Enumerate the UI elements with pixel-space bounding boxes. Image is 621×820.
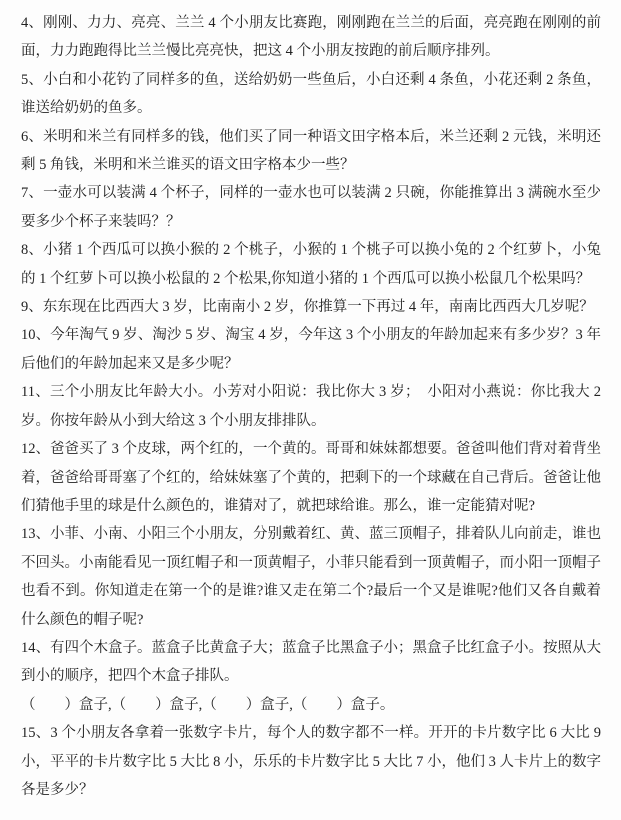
problem-text: 有四个木盒子。蓝盒子比黄盒子大；蓝盒子比黑盒子小；黑盒子比红盒子小。按照从大到小的顺序，把四个木盒子排队。 [21, 639, 601, 685]
problem-5 [21, 66, 601, 123]
problem-7 [21, 179, 601, 236]
problem-number: 8、 [21, 242, 44, 259]
problem-number: 6、 [21, 128, 44, 145]
problem-text: 小猪 1 个西瓜可以换小猴的 2 个桃子，小猴的 1 个桃子可以换小兔的 2 个红萝卜，小兔的 1 个红萝卜可以换小松鼠的 2 个松果,你知道小猪的 1 个西瓜可以换小松鼠几个松果吗？ [21, 242, 602, 287]
problem-15 [21, 719, 601, 804]
problem-8 [21, 236, 601, 293]
problem-text: 爸爸买了 3 个皮球，两个红的，一个黄的。哥哥和妹妹都想要。爸爸叫他们背对着背坐着，爸爸给哥哥塞了个红的，给妹妹塞了个黄的，把剩下的一个球藏在自己背后。爸爸让他们猜他手里的球是什么颜色的，谁猜对了，就把球给谁。那么，谁一定能猜对呢? [21, 441, 601, 514]
problem-10 [21, 321, 601, 378]
problem-13 [21, 520, 601, 634]
problem-14 [21, 634, 601, 691]
problem-text: 米明和米兰有同样多的钱，他们买了同一种语文田字格本后，米兰还剩 2 元钱，米明还剩 5 角钱，米明和米兰谁买的语文田字格本少一些？ [21, 128, 602, 174]
problem-number: 11、 [21, 384, 51, 401]
problem-number: 9、 [21, 299, 43, 316]
problem-number: 12、 [21, 441, 50, 458]
problem-text: 小菲、小南、小阳三个小朋友，分别戴着红、黄、蓝三顶帽子，排着队儿向前走，谁也不回头。小南能看见一顶红帽子和一顶黄帽子，小菲只能看到一顶黄帽子，而小阳一顶帽子也看不到。你知道走在第一个的是谁?谁又走在第二个?最后一个又是谁呢?他们又各自戴着什么颜色的帽子呢? [21, 526, 601, 628]
problem-number: 13、 [21, 526, 50, 543]
problem-number: 10、 [21, 327, 51, 344]
problem-number: 14、 [21, 639, 50, 656]
problem-number: 15、 [21, 725, 51, 742]
answer-blanks-line: （ ）盒子,（ ）盒子,（ ）盒子,（ ）盒子。 [21, 696, 395, 713]
problem-4 [21, 9, 601, 66]
problem-11 [21, 378, 601, 435]
problem-text: 今年淘气 9 岁、淘沙 5 岁、淘宝 4 岁，今年这 3 个小朋友的年龄加起来有多少岁？3 年后他们的年龄加起来又是多少呢？ [21, 327, 602, 372]
problem-number: 4、 [21, 15, 44, 31]
problem-text: 3 个小朋友各拿着一张数字卡片，每个人的数字都不一样。开开的卡片数字比 6 大比 9 小，平平的卡片数字比 5 大比 8 小，乐乐的卡片数字比 5 大比 7 小，他们 3 人卡片上的数字各是多少？ [21, 725, 602, 798]
problem-number: 7、 [21, 185, 44, 202]
problem-text: 三个小朋友比年龄大小。小芳对小阳说：我比你大 3 岁； 小阳对小燕说：你比我大 2 岁。你按年龄从小到大给这 3 个小朋友排排队。 [21, 384, 602, 429]
problem-number: 5、 [21, 71, 44, 88]
problem-text: 小白和小花钓了同样多的鱼，送给奶奶一些鱼后，小白还剩 4 条鱼，小花还剩 2 条鱼，谁送给奶奶的鱼多。 [21, 71, 602, 117]
problem-12 [21, 435, 601, 520]
problem-9 [21, 293, 601, 321]
problem-6 [21, 123, 601, 180]
problem-text: 一壶水可以装满 4 个杯子，同样的一壶水也可以装满 2 只碗，你能推算出 3 满碗水至少要多少个杯子来装吗？？ [21, 185, 602, 230]
problem-text: 东东现在比西西大 3 岁，比南南小 2 岁，你推算一下再过 4 年，南南比西西大几岁呢？ [42, 299, 594, 316]
problem-text: 刚刚、力力、亮亮、兰兰 4 个小朋友比赛跑，刚刚跑在兰兰的后面，亮亮跑在刚刚的前面，力力跑跑得比兰兰慢比亮亮快，把这 4 个小朋友按跑的前后顺序排列。 [21, 15, 602, 60]
